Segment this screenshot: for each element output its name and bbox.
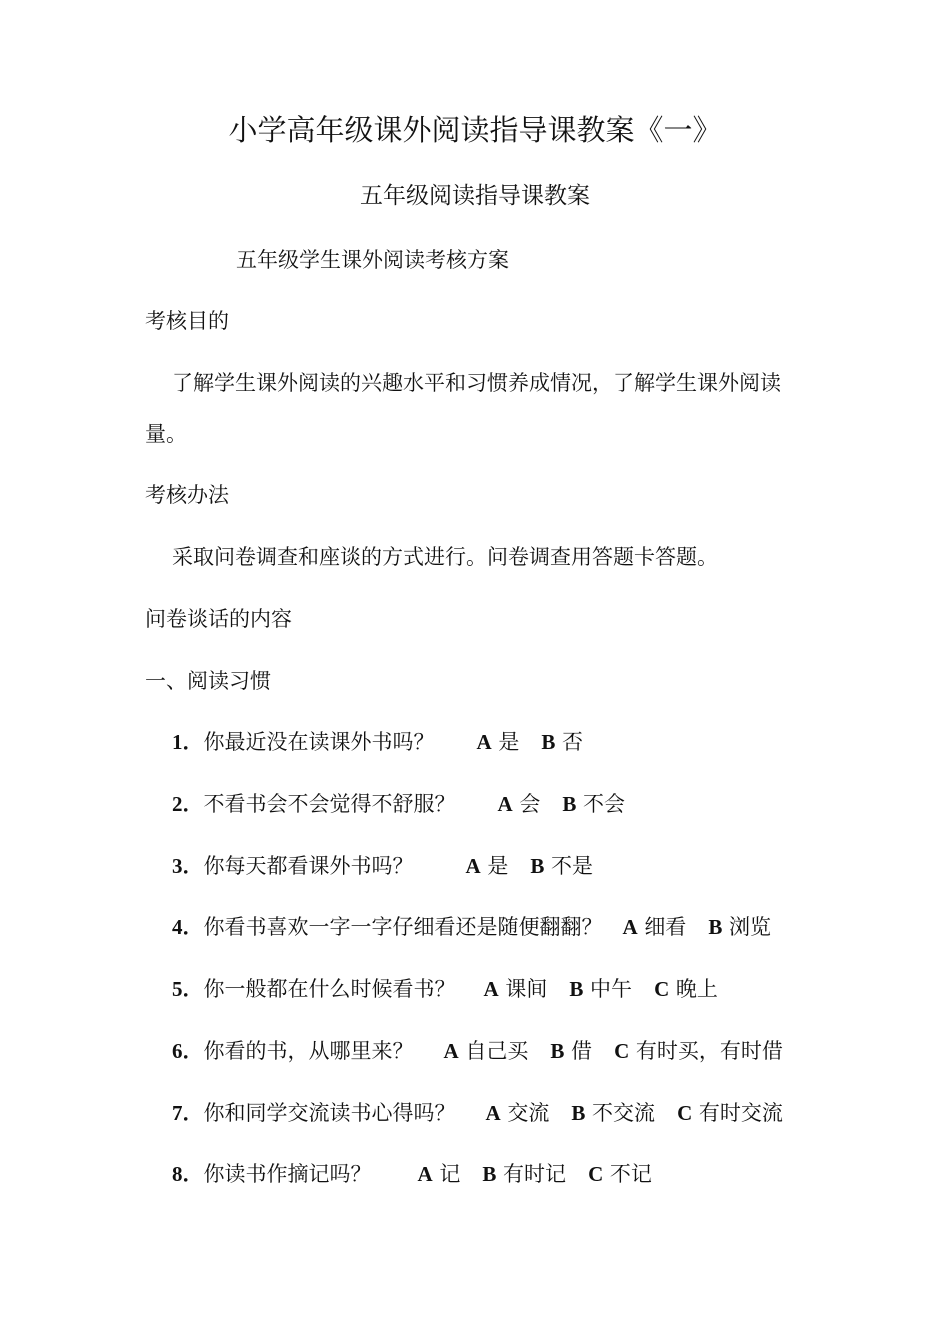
question-item xyxy=(172,794,625,815)
option-text: 自己买 xyxy=(458,1039,529,1063)
option-text: 是 xyxy=(480,854,509,878)
question-text: 你看书喜欢一字一字仔细看还是随便翻翻？ xyxy=(203,915,603,939)
option-key: A xyxy=(485,1101,501,1125)
option-text: 借 xyxy=(564,1039,593,1063)
question-item xyxy=(172,1103,783,1124)
question-number: 3． xyxy=(172,854,204,878)
option-key: B xyxy=(708,915,723,939)
option-key: C xyxy=(588,1162,604,1186)
option-key: A xyxy=(465,854,481,878)
question-item xyxy=(172,732,583,753)
option-text: 不交流 xyxy=(585,1101,656,1125)
option-text: 细看 xyxy=(637,915,687,939)
question-item xyxy=(172,917,771,938)
option-key: B xyxy=(541,730,556,754)
option-key: B xyxy=(550,1039,565,1063)
option-text: 记 xyxy=(432,1162,461,1186)
content-heading: 问卷谈话的内容 xyxy=(145,607,292,631)
option-key: C xyxy=(614,1039,630,1063)
question-item xyxy=(172,1164,652,1185)
option-text: 有时记 xyxy=(496,1162,567,1186)
purpose-text-line1: 了解学生课外阅读的兴趣水平和习惯养成情况，了解学生课外阅读 xyxy=(172,371,781,395)
option-text: 课间 xyxy=(498,977,548,1001)
question-text: 你一般都在什么时候看书？ xyxy=(203,977,456,1001)
document-subtitle: 五年级阅读指导课教案 xyxy=(360,183,590,209)
option-text: 不会 xyxy=(576,792,626,816)
option-key: C xyxy=(677,1101,693,1125)
question-number: 2． xyxy=(172,792,204,816)
option-key: B xyxy=(562,792,577,816)
option-text: 不记 xyxy=(603,1162,652,1186)
option-key: A xyxy=(443,1039,459,1063)
option-key: B xyxy=(571,1101,586,1125)
option-text: 否 xyxy=(555,730,584,754)
method-heading: 考核办法 xyxy=(145,483,229,507)
option-key: B xyxy=(482,1162,497,1186)
purpose-text-line2: 量。 xyxy=(145,422,187,446)
option-text: 有时交流 xyxy=(692,1101,783,1125)
question-number: 8． xyxy=(172,1162,204,1186)
option-text: 浏览 xyxy=(722,915,772,939)
option-key: A xyxy=(483,977,499,1001)
option-text: 交流 xyxy=(500,1101,550,1125)
question-number: 4． xyxy=(172,915,204,939)
option-text: 晚上 xyxy=(669,977,718,1001)
scheme-title: 五年级学生课外阅读考核方案 xyxy=(236,248,509,272)
question-number: 7． xyxy=(172,1101,204,1125)
question-item xyxy=(172,979,718,1000)
question-text: 你每天都看课外书吗？ xyxy=(203,854,414,878)
question-number: 1． xyxy=(172,730,204,754)
question-number: 5． xyxy=(172,977,204,1001)
option-key: A xyxy=(622,915,638,939)
option-key: A xyxy=(476,730,492,754)
question-text: 你和同学交流读书心得吗？ xyxy=(203,1101,456,1125)
option-key: A xyxy=(417,1162,433,1186)
option-text: 不是 xyxy=(544,854,594,878)
question-number: 6． xyxy=(172,1039,204,1063)
section-heading: 一、阅读习惯 xyxy=(145,669,271,693)
question-text: 你看的书，从哪里来？ xyxy=(203,1039,414,1063)
option-text: 是 xyxy=(491,730,520,754)
option-key: B xyxy=(530,854,545,878)
option-text: 会 xyxy=(512,792,541,816)
option-key: A xyxy=(497,792,513,816)
method-text: 采取问卷调查和座谈的方式进行。问卷调查用答题卡答题。 xyxy=(172,545,718,569)
question-item xyxy=(172,856,593,877)
option-key: C xyxy=(654,977,670,1001)
question-text: 你读书作摘记吗？ xyxy=(203,1162,372,1186)
option-text: 有时买，有时借 xyxy=(629,1039,783,1063)
document-title: 小学高年级课外阅读指导课教案《一》 xyxy=(228,113,722,147)
question-item xyxy=(172,1041,783,1062)
question-text: 不看书会不会觉得不舒服？ xyxy=(203,792,456,816)
option-text: 中午 xyxy=(583,977,633,1001)
option-key: B xyxy=(569,977,584,1001)
question-text: 你最近没在读课外书吗？ xyxy=(203,730,435,754)
purpose-heading: 考核目的 xyxy=(145,309,229,333)
